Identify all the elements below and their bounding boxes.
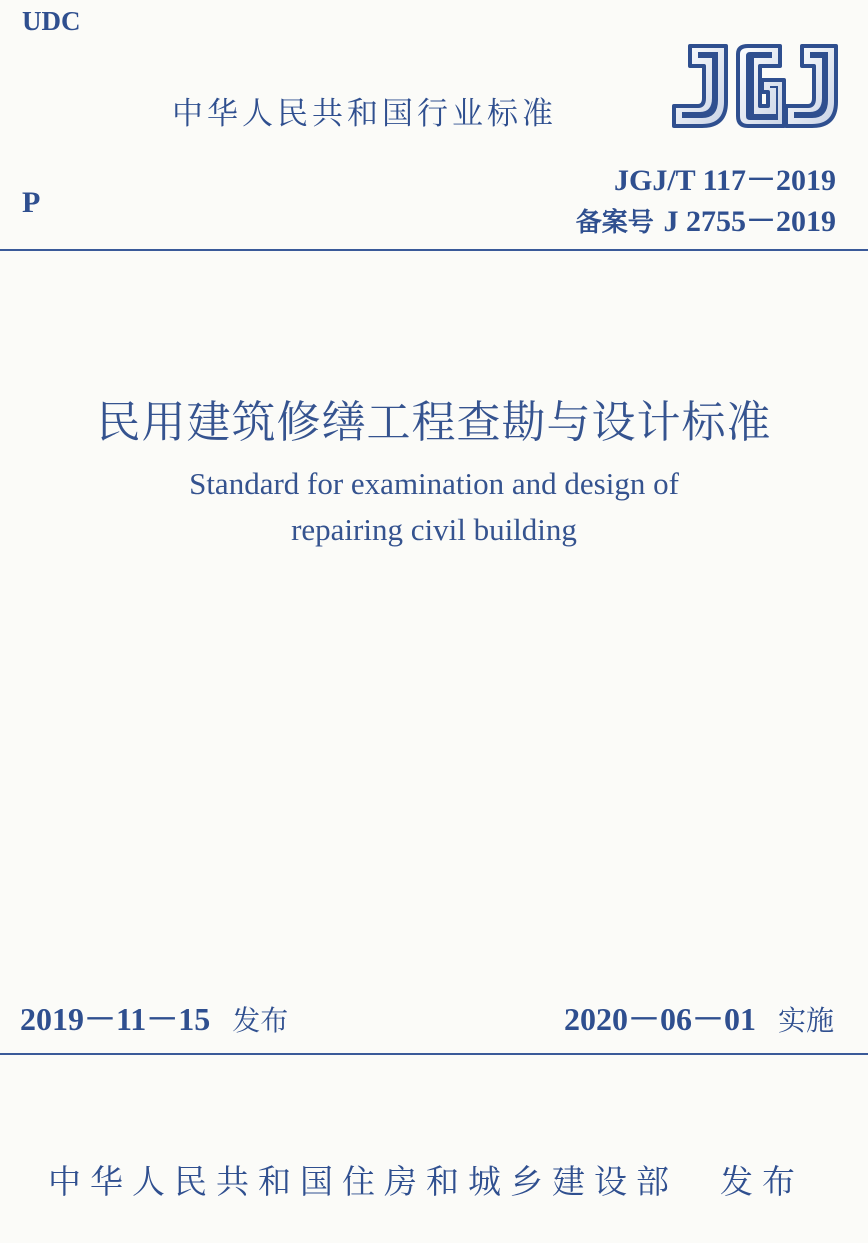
publish-label: 发布: [720, 1162, 804, 1201]
issue-date: 2019－11－15: [20, 1001, 211, 1037]
jgj-logo: [668, 40, 840, 132]
effective-date-line: [564, 994, 834, 1040]
udc-label: UDC: [22, 6, 81, 36]
issue-date-line: [20, 994, 288, 1040]
issue-label: 发布: [232, 1004, 289, 1037]
record-number-line: [576, 196, 836, 240]
record-number: J 2755－2019: [663, 205, 836, 238]
ministry-name: 中华人民共和国住房和城乡建设部: [48, 1162, 678, 1201]
effective-date: 2020－06－01: [563, 1001, 756, 1037]
standard-number: JGJ/T 117－2019: [614, 164, 836, 197]
footer-divider: [0, 1053, 868, 1055]
jgj-logo-text: JGJ: [754, 130, 756, 131]
publisher-line: [48, 1156, 804, 1203]
effective-label: 实施: [777, 1004, 834, 1037]
title-english-line-2: repairing civil building: [291, 512, 577, 547]
jgj-logo-icon: [668, 40, 840, 132]
title-chinese: 民用建筑修缮工程查勘与设计标准: [96, 397, 772, 448]
title-english-line-1: Standard for examination and design of: [189, 466, 679, 501]
record-label: 备案号: [575, 208, 654, 238]
category-label: P: [22, 186, 41, 219]
industry-standard-heading: 中华人民共和国行业标准: [172, 96, 557, 132]
header-divider: [0, 249, 868, 251]
